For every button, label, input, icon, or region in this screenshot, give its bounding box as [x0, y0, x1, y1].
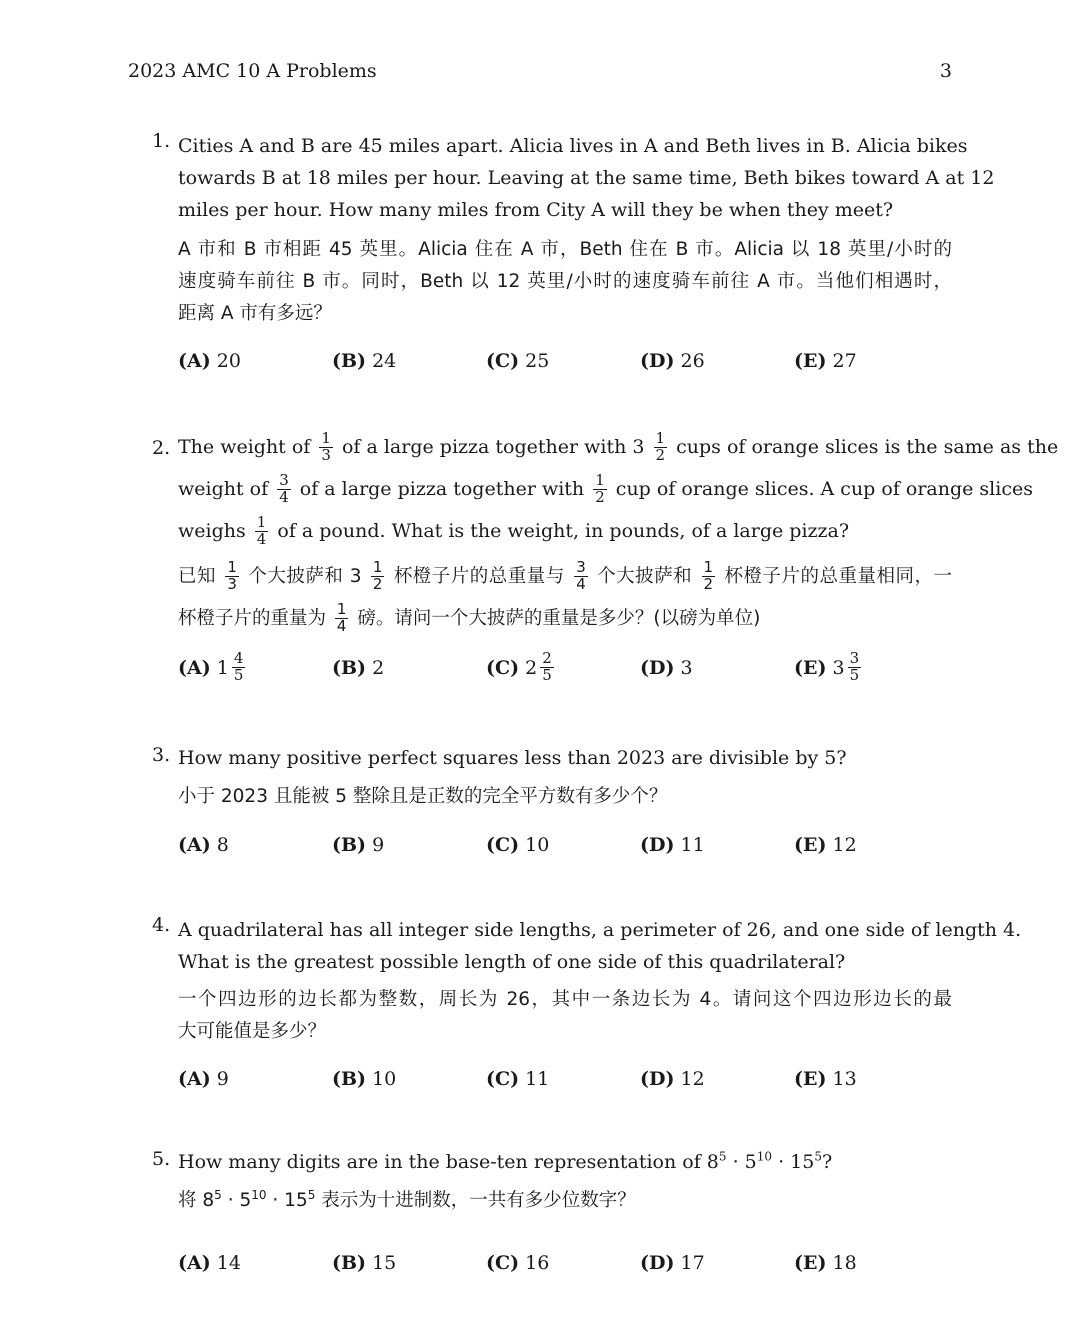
- problem-translation-line: 大可能值是多少？: [178, 1021, 327, 1042]
- problem-text-line: What is the greatest possible length of one side of this quadrilateral?: [178, 951, 846, 973]
- choice-e[interactable]: (E) 18: [794, 1252, 857, 1274]
- answer-choices: [178, 346, 952, 376]
- page-header: [128, 60, 952, 82]
- fraction-4-5: $\frac{4}{5}$: [233, 648, 244, 684]
- problem-text-line: miles per hour. How many miles from City A will they be when they meet?: [178, 199, 894, 221]
- problem-translation-line: A 市和 B 市相距 45 英里。Alicia 住在 A 市，Beth 住在 B 市。Alicia 以 18 英里/小时的: [178, 239, 952, 260]
- choice-e[interactable]: (E) 27: [794, 350, 857, 372]
- choice-c[interactable]: (C) 10: [486, 834, 550, 856]
- choice-e[interactable]: (E) 3 $\frac{3}{5}$: [794, 648, 860, 684]
- problem-translation-line: 小于 2023 且能被 5 整除且是正数的完全平方数有多少个？: [178, 786, 668, 807]
- choice-b[interactable]: (B) 10: [332, 1068, 397, 1090]
- problem-number: 5.: [152, 1148, 171, 1170]
- choice-c[interactable]: (C) 25: [486, 350, 550, 372]
- problem-number: 3.: [152, 744, 171, 766]
- answer-choices: [178, 1064, 952, 1094]
- answer-choices: [178, 646, 952, 690]
- answer-choices: [178, 831, 952, 859]
- problem-text-line: The weight of $\frac{1}{3}$ of a large pizza together with 3 $\frac{1}{2}$ cups of orange slices is the same as the: [178, 428, 1059, 464]
- problem-text-line: towards B at 18 miles per hour. Leaving at the same time, Beth bikes toward A at 12: [178, 167, 995, 189]
- problem-3: [152, 744, 952, 859]
- fraction-1-3: $\frac{1}{3}$: [227, 557, 237, 593]
- choice-b[interactable]: (B) 24: [332, 350, 397, 372]
- problem-text-line: weighs $\frac{1}{4}$ of a pound. What is the weight, in pounds, of a large pizza?: [178, 512, 850, 548]
- fraction-1-3: $\frac{1}{3}$: [321, 428, 331, 464]
- problem-translation-line: 一个四边形的边长都为整数，周长为 26，其中一条边长为 4。请问这个四边形边长的最: [178, 989, 952, 1010]
- choice-c[interactable]: (C) 11: [486, 1068, 550, 1090]
- fraction-1-2: $\frac{1}{2}$: [703, 557, 714, 593]
- problem-1: [152, 130, 995, 376]
- problem-text-line: A quadrilateral has all integer side lengths, a perimeter of 26, and one side of length 4.: [178, 919, 1022, 941]
- choice-b[interactable]: (B) 15: [332, 1252, 397, 1274]
- problem-text-line: How many positive perfect squares less than 2023 are divisible by 5?: [178, 747, 847, 769]
- fraction-1-2: $\frac{1}{2}$: [655, 428, 666, 464]
- choice-c[interactable]: (C) 16: [486, 1252, 550, 1274]
- fraction-3-5: $\frac{3}{5}$: [849, 648, 860, 684]
- choice-a[interactable]: (A) 9: [178, 1068, 229, 1090]
- choice-b[interactable]: (B) 2: [332, 657, 385, 679]
- choice-d[interactable]: (D) 11: [640, 834, 705, 856]
- choice-e[interactable]: (E) 13: [794, 1068, 857, 1090]
- problem-translation-line: 杯橙子片的重量为 $\frac{1}{4}$ 磅。请问一个大披萨的重量是多少？(以磅为单位): [178, 599, 761, 635]
- choice-d[interactable]: (D) 26: [640, 350, 705, 372]
- problem-text-line: Cities A and B are 45 miles apart. Alicia lives in A and Beth lives in B. Alicia bikes: [178, 135, 968, 157]
- problem-number: 4.: [152, 914, 171, 936]
- fraction-1-2: $\frac{1}{2}$: [372, 557, 383, 593]
- choice-b[interactable]: (B) 9: [332, 834, 385, 856]
- fraction-1-4: $\frac{1}{4}$: [336, 599, 347, 635]
- problem-translation-line: 将 $8^5 \cdot 5^{10} \cdot 15^5$ 表示为十进制数，一共有多少位数字？: [178, 1187, 636, 1211]
- choice-a[interactable]: (A) 1 $\frac{4}{5}$: [178, 648, 244, 684]
- choice-c[interactable]: (C) 2 $\frac{2}{5}$: [486, 648, 552, 684]
- problem-text-line: How many digits are in the base-ten representation of $8^5 \cdot 5^{10} \cdot 15^5$?: [178, 1149, 833, 1173]
- problem-translation-line: 速度骑车前往 B 市。同时，Beth 以 12 英里/小时的速度骑车前往 A 市。当他们相遇时，: [178, 271, 952, 292]
- choice-a[interactable]: (A) 8: [178, 834, 229, 856]
- problem-5: [152, 1148, 952, 1277]
- problem-translation-line: 距离 A 市有多远？: [178, 303, 332, 324]
- answer-choices: [178, 1249, 952, 1277]
- problem-number: 1.: [152, 130, 171, 152]
- page-number: 3: [939, 60, 952, 82]
- choice-a[interactable]: (A) 14: [178, 1252, 241, 1274]
- problem-number: 2.: [152, 437, 171, 459]
- fraction-1-4: $\frac{1}{4}$: [256, 512, 267, 548]
- fraction-2-5: $\frac{2}{5}$: [542, 648, 552, 684]
- fraction-3-4: $\frac{3}{4}$: [279, 470, 289, 506]
- choice-d[interactable]: (D) 3: [640, 657, 693, 679]
- problem-4: [152, 914, 1022, 1094]
- choice-d[interactable]: (D) 17: [640, 1252, 705, 1274]
- choice-a[interactable]: (A) 20: [178, 350, 241, 372]
- problem-text-line: weight of $\frac{3}{4}$ of a large pizza together with $\frac{1}{2}$ cup of orange slices. A cup of orange slices: [178, 470, 1033, 506]
- fraction-1-2: $\frac{1}{2}$: [595, 470, 605, 506]
- document-title: 2023 AMC 10 A Problems: [128, 60, 377, 82]
- fraction-3-4: $\frac{3}{4}$: [576, 557, 586, 593]
- problem-2: [152, 426, 1059, 690]
- choice-d[interactable]: (D) 12: [640, 1068, 705, 1090]
- problem-translation-line: 已知 $\frac{1}{3}$ 个大披萨和 3 $\frac{1}{2}$ 杯橙子片的总重量与 $\frac{3}{4}$ 个大披萨和 $\frac{1}{2}$ 杯橙子片的总重量相同，一: [178, 557, 952, 593]
- choice-e[interactable]: (E) 12: [794, 834, 857, 856]
